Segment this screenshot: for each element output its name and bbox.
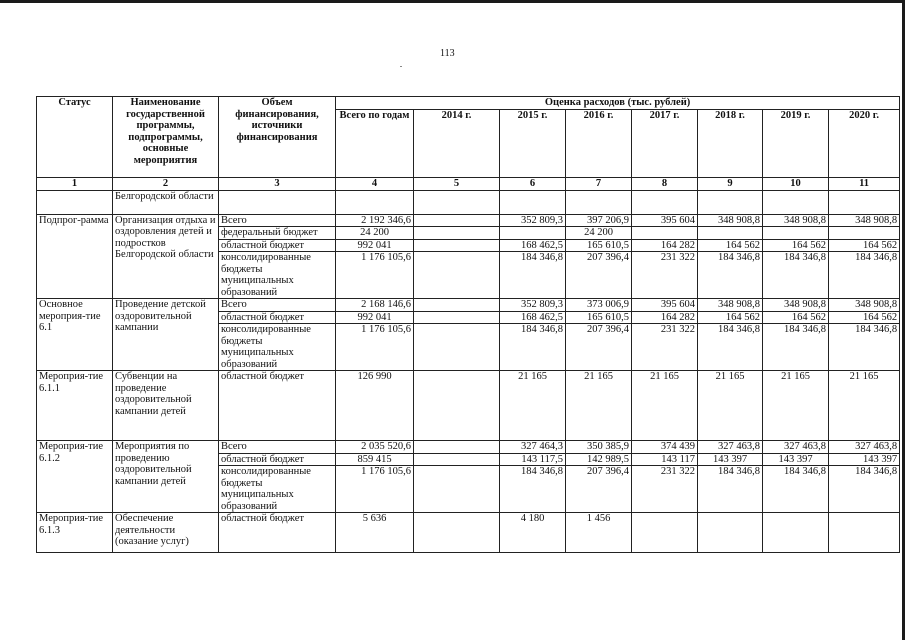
column-number: 2 — [113, 177, 219, 190]
scan-speck — [400, 66, 402, 67]
status-cell — [37, 190, 113, 214]
year-2018-cell: 348 908,8 — [698, 299, 763, 312]
year-2015-cell: 4 180 — [500, 513, 566, 553]
year-2015-cell: 352 809,3 — [500, 299, 566, 312]
year-2018-cell: 184 346,8 — [698, 252, 763, 299]
source-cell: федеральный бюджет — [219, 227, 336, 240]
year-2018-cell: 143 397 — [698, 453, 763, 466]
source-cell: Всего — [219, 299, 336, 312]
name-cell: Организация отдыха и оздоровления детей и подростков Белгородской области — [113, 214, 219, 299]
header-year-2019: 2019 г. — [763, 109, 829, 177]
year-2018-cell: 348 908,8 — [698, 214, 763, 227]
table-row — [37, 371, 900, 441]
name-cell: Обеспечение деятельности (оказание услуг) — [113, 513, 219, 553]
header-status: Статус — [37, 97, 113, 178]
year-2017-cell: 395 604 — [632, 299, 698, 312]
year-2017-cell: 374 439 — [632, 441, 698, 454]
year-2020-cell: 164 562 — [829, 311, 900, 324]
year-2018-cell: 184 346,8 — [698, 324, 763, 371]
year-2017-cell: 143 117 — [632, 453, 698, 466]
column-number: 11 — [829, 177, 900, 190]
year-2020-cell: 143 397 — [829, 453, 900, 466]
year-2015-cell: 352 809,3 — [500, 214, 566, 227]
year-2016-cell: 24 200 — [566, 227, 632, 240]
year-2018-cell: 164 562 — [698, 311, 763, 324]
year-2017-cell: 231 322 — [632, 252, 698, 299]
year-2017-cell: 21 165 — [632, 371, 698, 441]
year-2016-cell: 397 206,9 — [566, 214, 632, 227]
table-row — [37, 299, 900, 312]
total-cell: 1 176 105,6 — [336, 466, 414, 513]
column-number: 8 — [632, 177, 698, 190]
header-volume: Объем финансирования, источники финансирования — [219, 97, 336, 178]
year-2016-cell: 373 006,9 — [566, 299, 632, 312]
year-2015-cell: 143 117,5 — [500, 453, 566, 466]
name-cell: Мероприятия по проведению оздоровительной кампании детей — [113, 441, 219, 513]
header-total: Всего по годам — [336, 109, 414, 177]
year-2018-cell: 327 463,8 — [698, 441, 763, 454]
year-2019-cell: 164 562 — [763, 311, 829, 324]
year-2019-cell: 184 346,8 — [763, 466, 829, 513]
year-2017-cell: 164 282 — [632, 239, 698, 252]
year-2019-cell — [763, 227, 829, 240]
year-2020-cell: 184 346,8 — [829, 252, 900, 299]
year-2014-cell — [414, 324, 500, 371]
source-cell: областной бюджет — [219, 311, 336, 324]
year-2017-cell — [632, 513, 698, 553]
source-cell: областной бюджет — [219, 239, 336, 252]
year-2020-cell: 327 463,8 — [829, 441, 900, 454]
year-2018-cell — [698, 227, 763, 240]
year-2020-cell: 348 908,8 — [829, 214, 900, 227]
year-2014-cell — [414, 441, 500, 454]
column-number: 7 — [566, 177, 632, 190]
year-2014-cell — [414, 214, 500, 227]
source-cell — [219, 190, 336, 214]
year-2020-cell: 348 908,8 — [829, 299, 900, 312]
header-year-2017: 2017 г. — [632, 109, 698, 177]
total-cell: 2 192 346,6 — [336, 214, 414, 227]
source-cell: областной бюджет — [219, 453, 336, 466]
year-2019-cell: 164 562 — [763, 239, 829, 252]
total-cell: 1 176 105,6 — [336, 324, 414, 371]
year-2016-cell: 165 610,5 — [566, 239, 632, 252]
column-number: 10 — [763, 177, 829, 190]
year-2017-cell — [632, 227, 698, 240]
year-2014-cell — [414, 239, 500, 252]
total-cell: 126 990 — [336, 371, 414, 441]
year-2019-cell — [763, 513, 829, 553]
column-number-row — [37, 177, 900, 190]
total-cell: 24 200 — [336, 227, 414, 240]
year-2017-cell: 231 322 — [632, 466, 698, 513]
year-2014-cell — [414, 453, 500, 466]
year-2017-cell: 395 604 — [632, 214, 698, 227]
year-2015-cell: 184 346,8 — [500, 324, 566, 371]
source-cell: консолидированные бюджеты муниципальных образований — [219, 324, 336, 371]
year-2019-cell: 21 165 — [763, 371, 829, 441]
total-cell: 2 168 146,6 — [336, 299, 414, 312]
year-2019-cell: 348 908,8 — [763, 299, 829, 312]
column-number: 6 — [500, 177, 566, 190]
year-2014-cell — [414, 227, 500, 240]
year-2017-cell: 231 322 — [632, 324, 698, 371]
year-2015-cell: 327 464,3 — [500, 441, 566, 454]
year-2014-cell — [414, 252, 500, 299]
year-2016-cell: 21 165 — [566, 371, 632, 441]
year-2019-cell: 348 908,8 — [763, 214, 829, 227]
year-2016-cell: 207 396,4 — [566, 252, 632, 299]
year-2020-cell: 21 165 — [829, 371, 900, 441]
year-2014-cell — [414, 299, 500, 312]
year-2019-cell: 184 346,8 — [763, 252, 829, 299]
year-2020-cell — [829, 227, 900, 240]
year-2016-cell: 350 385,9 — [566, 441, 632, 454]
column-number: 1 — [37, 177, 113, 190]
year-2020-cell: 184 346,8 — [829, 324, 900, 371]
carry-over-row — [37, 190, 900, 214]
scan-border-top — [0, 0, 905, 3]
total-cell: 2 035 520,6 — [336, 441, 414, 454]
year-2014-cell — [414, 311, 500, 324]
header-estimate: Оценка расходов (тыс. рублей) — [336, 97, 900, 110]
header-year-2018: 2018 г. — [698, 109, 763, 177]
year-2015-cell — [500, 227, 566, 240]
column-number: 3 — [219, 177, 336, 190]
column-number: 4 — [336, 177, 414, 190]
column-number: 9 — [698, 177, 763, 190]
header-name: Наименование государственной программы, подпрограммы, основные мероприятия — [113, 97, 219, 178]
year-2014-cell — [414, 466, 500, 513]
budget-table — [36, 96, 900, 553]
year-2019-cell: 143 397 — [763, 453, 829, 466]
status-cell: Подпрог-рамма — [37, 214, 113, 299]
header-year-2014: 2014 г. — [414, 109, 500, 177]
table-row — [37, 214, 900, 227]
table-row — [37, 441, 900, 454]
name-cell: Белгородской области — [113, 190, 219, 214]
total-cell: 992 041 — [336, 311, 414, 324]
year-2015-cell: 21 165 — [500, 371, 566, 441]
header-year-2016: 2016 г. — [566, 109, 632, 177]
year-2018-cell: 21 165 — [698, 371, 763, 441]
year-2016-cell: 207 396,4 — [566, 324, 632, 371]
year-2016-cell: 142 989,5 — [566, 453, 632, 466]
total-cell: 5 636 — [336, 513, 414, 553]
year-2018-cell — [698, 513, 763, 553]
status-cell: Мероприя-тие 6.1.3 — [37, 513, 113, 553]
year-2016-cell: 207 396,4 — [566, 466, 632, 513]
header-row — [37, 97, 900, 110]
year-2015-cell: 168 462,5 — [500, 311, 566, 324]
status-cell: Мероприя-тие 6.1.1 — [37, 371, 113, 441]
header-year-2020: 2020 г. — [829, 109, 900, 177]
year-2015-cell: 184 346,8 — [500, 466, 566, 513]
year-2020-cell — [829, 513, 900, 553]
year-2016-cell: 1 456 — [566, 513, 632, 553]
name-cell: Субвенции на проведение оздоровительной кампании детей — [113, 371, 219, 441]
year-2019-cell: 327 463,8 — [763, 441, 829, 454]
source-cell: консолидированные бюджеты муниципальных образований — [219, 252, 336, 299]
status-cell: Мероприя-тие 6.1.2 — [37, 441, 113, 513]
table-row — [37, 513, 900, 553]
year-2014-cell — [414, 371, 500, 441]
source-cell: Всего — [219, 214, 336, 227]
total-cell: 992 041 — [336, 239, 414, 252]
year-2015-cell: 168 462,5 — [500, 239, 566, 252]
year-2019-cell: 184 346,8 — [763, 324, 829, 371]
year-2017-cell: 164 282 — [632, 311, 698, 324]
column-number: 5 — [414, 177, 500, 190]
year-2020-cell: 164 562 — [829, 239, 900, 252]
source-cell: областной бюджет — [219, 513, 336, 553]
total-cell: 1 176 105,6 — [336, 252, 414, 299]
page-number: 113 — [440, 48, 455, 59]
year-2020-cell: 184 346,8 — [829, 466, 900, 513]
year-2018-cell: 184 346,8 — [698, 466, 763, 513]
total-cell: 859 415 — [336, 453, 414, 466]
status-cell: Основное мероприя-тие 6.1 — [37, 299, 113, 371]
year-2016-cell: 165 610,5 — [566, 311, 632, 324]
source-cell: консолидированные бюджеты муниципальных образований — [219, 466, 336, 513]
source-cell: областной бюджет — [219, 371, 336, 441]
year-2015-cell: 184 346,8 — [500, 252, 566, 299]
header-year-2015: 2015 г. — [500, 109, 566, 177]
name-cell: Проведение детской оздоровительной кампании — [113, 299, 219, 371]
year-2014-cell — [414, 513, 500, 553]
source-cell: Всего — [219, 441, 336, 454]
year-2018-cell: 164 562 — [698, 239, 763, 252]
